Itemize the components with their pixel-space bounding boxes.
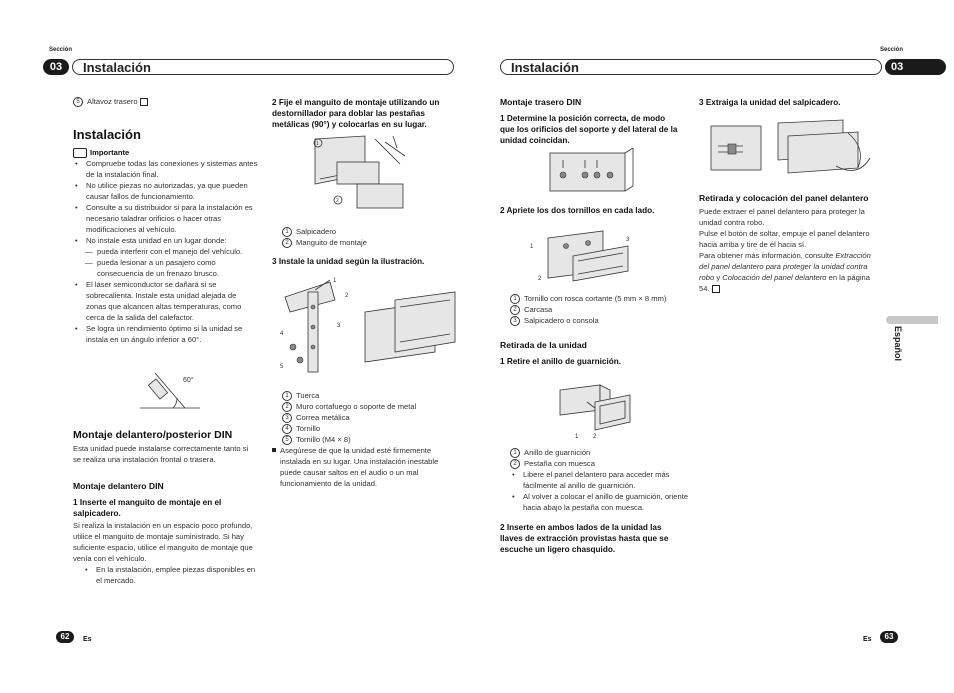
legend-item: 1 Tornillo con rosca cortante (5 mm × 8 mm) [510, 293, 690, 304]
heading-din: Montaje delantero/posterior DIN [73, 429, 233, 441]
important-icon [73, 148, 87, 158]
legend-trim [510, 447, 690, 513]
svg-text:1: 1 [575, 434, 579, 440]
front-step-1: 1 Inserte el manguito de montaje en el salpicadero. [73, 498, 222, 518]
note-block [272, 445, 452, 489]
svg-text:2: 2 [336, 198, 339, 204]
section-label-left: Sección [49, 47, 73, 53]
legend-item: 3 Correa metálica [282, 412, 457, 423]
removal-step-3: 3 Extraiga la unidad del salpicadero. [699, 98, 841, 107]
rear-step-1: 1 Determine la posición correcta, de modo que los orificios del soporte y del lateral de la unidad coincidan. [500, 114, 678, 145]
svg-text:2: 2 [538, 276, 542, 282]
language-side-tab [886, 316, 938, 324]
left-column-1 [73, 96, 258, 345]
removal-step-2-block [500, 522, 680, 555]
heading-removal: Retirada de la unidad [500, 340, 587, 350]
heading-rear-din: Montaje trasero DIN [500, 97, 582, 107]
legend-item: 5 Tornillo (M4 × 8) [282, 434, 457, 445]
bullet-5: • El láser semiconductor se dañará si se sobrecalienta. Instale esta unidad alejada de zonas que alcancen altas temperaturas, como cerca de la salida del calefactor. [73, 279, 258, 323]
svg-text:2: 2 [345, 293, 349, 299]
page-title-right: Instalación [500, 59, 882, 75]
legend-install [282, 390, 457, 445]
install-unit-diagram [275, 272, 460, 380]
legend-item: 3 Salpicadero o consola [510, 315, 690, 326]
end-mark-icon [140, 98, 148, 106]
front-step-3: 3 Instale la unidad según la ilustración. [272, 257, 425, 266]
bullet-4: • No instale esta unidad en un lugar donde: [73, 235, 258, 246]
dash-2: — pueda lesionar a un pasajero como consecuencia de un frenazo brusco. [73, 257, 258, 279]
panel-text-3: Para obtener más información, consulte Extracción del panel delantero para proteger la unidad contra robo y Colocación del panel delantero en la página 54. [699, 251, 871, 293]
heading-front-din: Montaje delantero DIN [73, 481, 164, 491]
legend-item: 2 Manguito de montaje [282, 237, 452, 248]
heading-panel: Retirada y colocación del panel delantero [699, 193, 869, 203]
section-number-left: 03 [43, 59, 69, 75]
lang-right: Es [863, 636, 872, 643]
end-mark-icon [712, 285, 720, 293]
removal-step-2: 2 Inserte en ambos lados de la unidad las llaves de extracción provistas hasta que se escuche un ligero chasquido. [500, 523, 669, 554]
svg-text:1: 1 [530, 244, 534, 250]
right-column-1 [500, 97, 680, 146]
legend-item: 1 Tuerca [282, 390, 457, 401]
panel-text-1: Puede extraer el panel delantero para proteger la unidad contra robo. [699, 207, 865, 227]
legend-sleeve [282, 226, 452, 248]
svg-text:1: 1 [316, 141, 319, 147]
front-step-2: 2 Fije el manguito de montaje utilizando un destornillador para doblar las pestañas metálicas (90°) y colocarlas en su lugar. [272, 98, 440, 129]
legend-item: 2 Pestaña con muesca [510, 458, 690, 469]
legend-item: 2 Carcasa [510, 304, 690, 315]
important-label: Importante [73, 147, 258, 158]
heading-instalacion: Instalación [73, 127, 141, 142]
section-number-right: 03 [885, 59, 946, 75]
mounting-sleeve-diagram [305, 134, 420, 219]
rear-step-2: 2 Apriete los dos tornillos en cada lado. [500, 206, 655, 215]
legend-item: 1 Anillo de guarnición [510, 447, 690, 458]
trim-ring-diagram [555, 380, 635, 442]
speaker-item: 5 Altavoz trasero [73, 96, 258, 107]
front-step-1-text: Si realiza la instalación en un espacio poco profundo, utilice el manguito de montaje suministrado. Si hay suficiente espacio, utilice el manguito de montaje que venía con el vehículo. [73, 521, 253, 563]
removal-block [500, 340, 680, 367]
install-note: Asegúrese de que la unidad esté firmemente instalada en su lugar. Una instalación inestable puede causar saltos en el audio o un mal funcionamiento de la unidad. [272, 445, 452, 489]
page-number-right: 63 [880, 631, 898, 643]
legend-item: 2 Muro cortafuego o soporte de metal [282, 401, 457, 412]
angle-label: 60° [183, 377, 194, 384]
rear-bracket-diagram [545, 148, 637, 196]
svg-text:3: 3 [337, 323, 341, 329]
svg-text:4: 4 [280, 331, 284, 337]
svg-text:2: 2 [593, 434, 597, 440]
legend-item: 1 Salpicadero [282, 226, 452, 237]
din-text: Esta unidad puede instalarse correctamente tanto si se realiza una instalación frontal o trasera. [73, 444, 249, 464]
legend-screws [510, 293, 690, 326]
panel-text-2: Pulse el botón de soltar, empuje el panel delantero hacia arriba y tire de él hacia sí. [699, 229, 870, 249]
bullet-1: • Compruebe todas las conexiones y sistemas antes de la instalación final. [73, 158, 258, 180]
language-side-label: Español [893, 326, 903, 362]
svg-text:3: 3 [626, 237, 630, 243]
section-label-right: Sección [880, 47, 904, 53]
svg-text:1: 1 [333, 278, 337, 284]
bullet-2: • No utilice piezas no autorizadas, ya que pueden causar fallos de funcionamiento. [73, 180, 258, 202]
page-title-left: Instalación [72, 59, 454, 75]
bullet-6: • Se logra un rendimiento óptimo si la unidad se instala en un ángulo inferior a 60°. [73, 323, 258, 345]
lang-left: Es [83, 636, 92, 643]
note-square-icon [272, 448, 276, 452]
left-column-1b [73, 430, 258, 586]
step3-block [272, 256, 452, 267]
right-column-2 [699, 97, 884, 108]
left-column-2 [272, 97, 452, 130]
removal-step-1: 1 Retire el anillo de guarnición. [500, 357, 622, 366]
page-number-left: 62 [56, 631, 74, 643]
panel-block [699, 193, 881, 294]
bullet-3: • Consulte a su distribuidor si para la instalación es necesario taladrar orificios o hacer otras modificaciones al vehículo. [73, 202, 258, 235]
extract-unit-diagram [708, 118, 873, 178]
legend-item: 4 Tornillo [282, 423, 457, 434]
dash-1: — pueda interferir con el manejo del vehículo. [73, 246, 258, 257]
svg-text:5: 5 [280, 364, 284, 370]
trim-bullet-1: • Libere el panel delantero para acceder más fácilmente al anillo de guarnición. [510, 469, 690, 491]
angle-diagram [135, 368, 205, 410]
rear-step-2-block [500, 205, 680, 216]
screws-diagram [528, 226, 638, 286]
front-step-1-bullet: • En la instalación, emplee piezas disponibles en el mercado. [83, 564, 258, 586]
trim-bullet-2: • Al volver a colocar el anillo de guarnición, oriente hacia abajo la pestaña con muesca. [510, 491, 690, 513]
marker-5: 5 [73, 97, 83, 107]
